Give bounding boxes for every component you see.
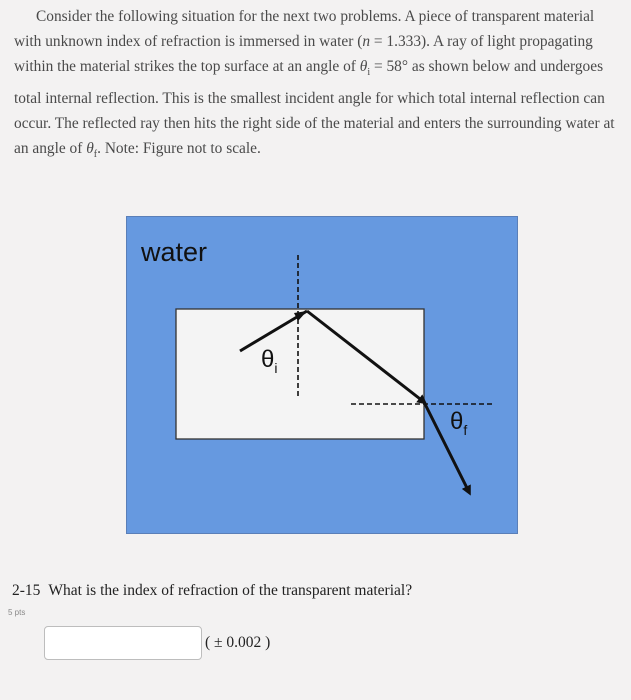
points-label: 5 pts [8, 608, 26, 617]
question-text: What is the index of refraction of the transparent material? [48, 582, 413, 599]
problem-intro [14, 4, 616, 167]
water-label: water [141, 237, 208, 267]
figure-drawing [127, 217, 519, 535]
question [12, 582, 412, 600]
n-symbol: n [362, 33, 371, 51]
answer-input[interactable] [44, 626, 202, 660]
intro-text-2: = 1.333). A ray of light propagating within the material strikes the top surface at an angle of [14, 33, 593, 76]
intro-text-1: Consider the following situation for the next two problems. A piece of transparent material with unknown index of refraction is immersed in water ( [14, 8, 595, 51]
tolerance-label: ( ± 0.002 ) [205, 634, 271, 651]
theta-f-symbol: θ [86, 140, 94, 158]
intro-text-4: . Note: Figure not to scale. [97, 140, 261, 158]
theta-i-subscript: i [367, 67, 371, 79]
intro-text-3: = 58° as shown below and undergoes total internal reflection. This is the smallest incident angle for which total internal reflection can occur. The reflected ray then hits the right side of the material and enters the surrounding water at an angle of [14, 58, 615, 158]
question-number: 2-15 [12, 582, 41, 599]
refraction-figure [126, 216, 518, 534]
theta-i-label: $\theta_i$ [261, 346, 278, 376]
theta-f-subscript: f [93, 149, 98, 161]
theta-i-symbol: θ [359, 58, 368, 76]
theta-f-label: $\theta_f$ [450, 408, 468, 438]
